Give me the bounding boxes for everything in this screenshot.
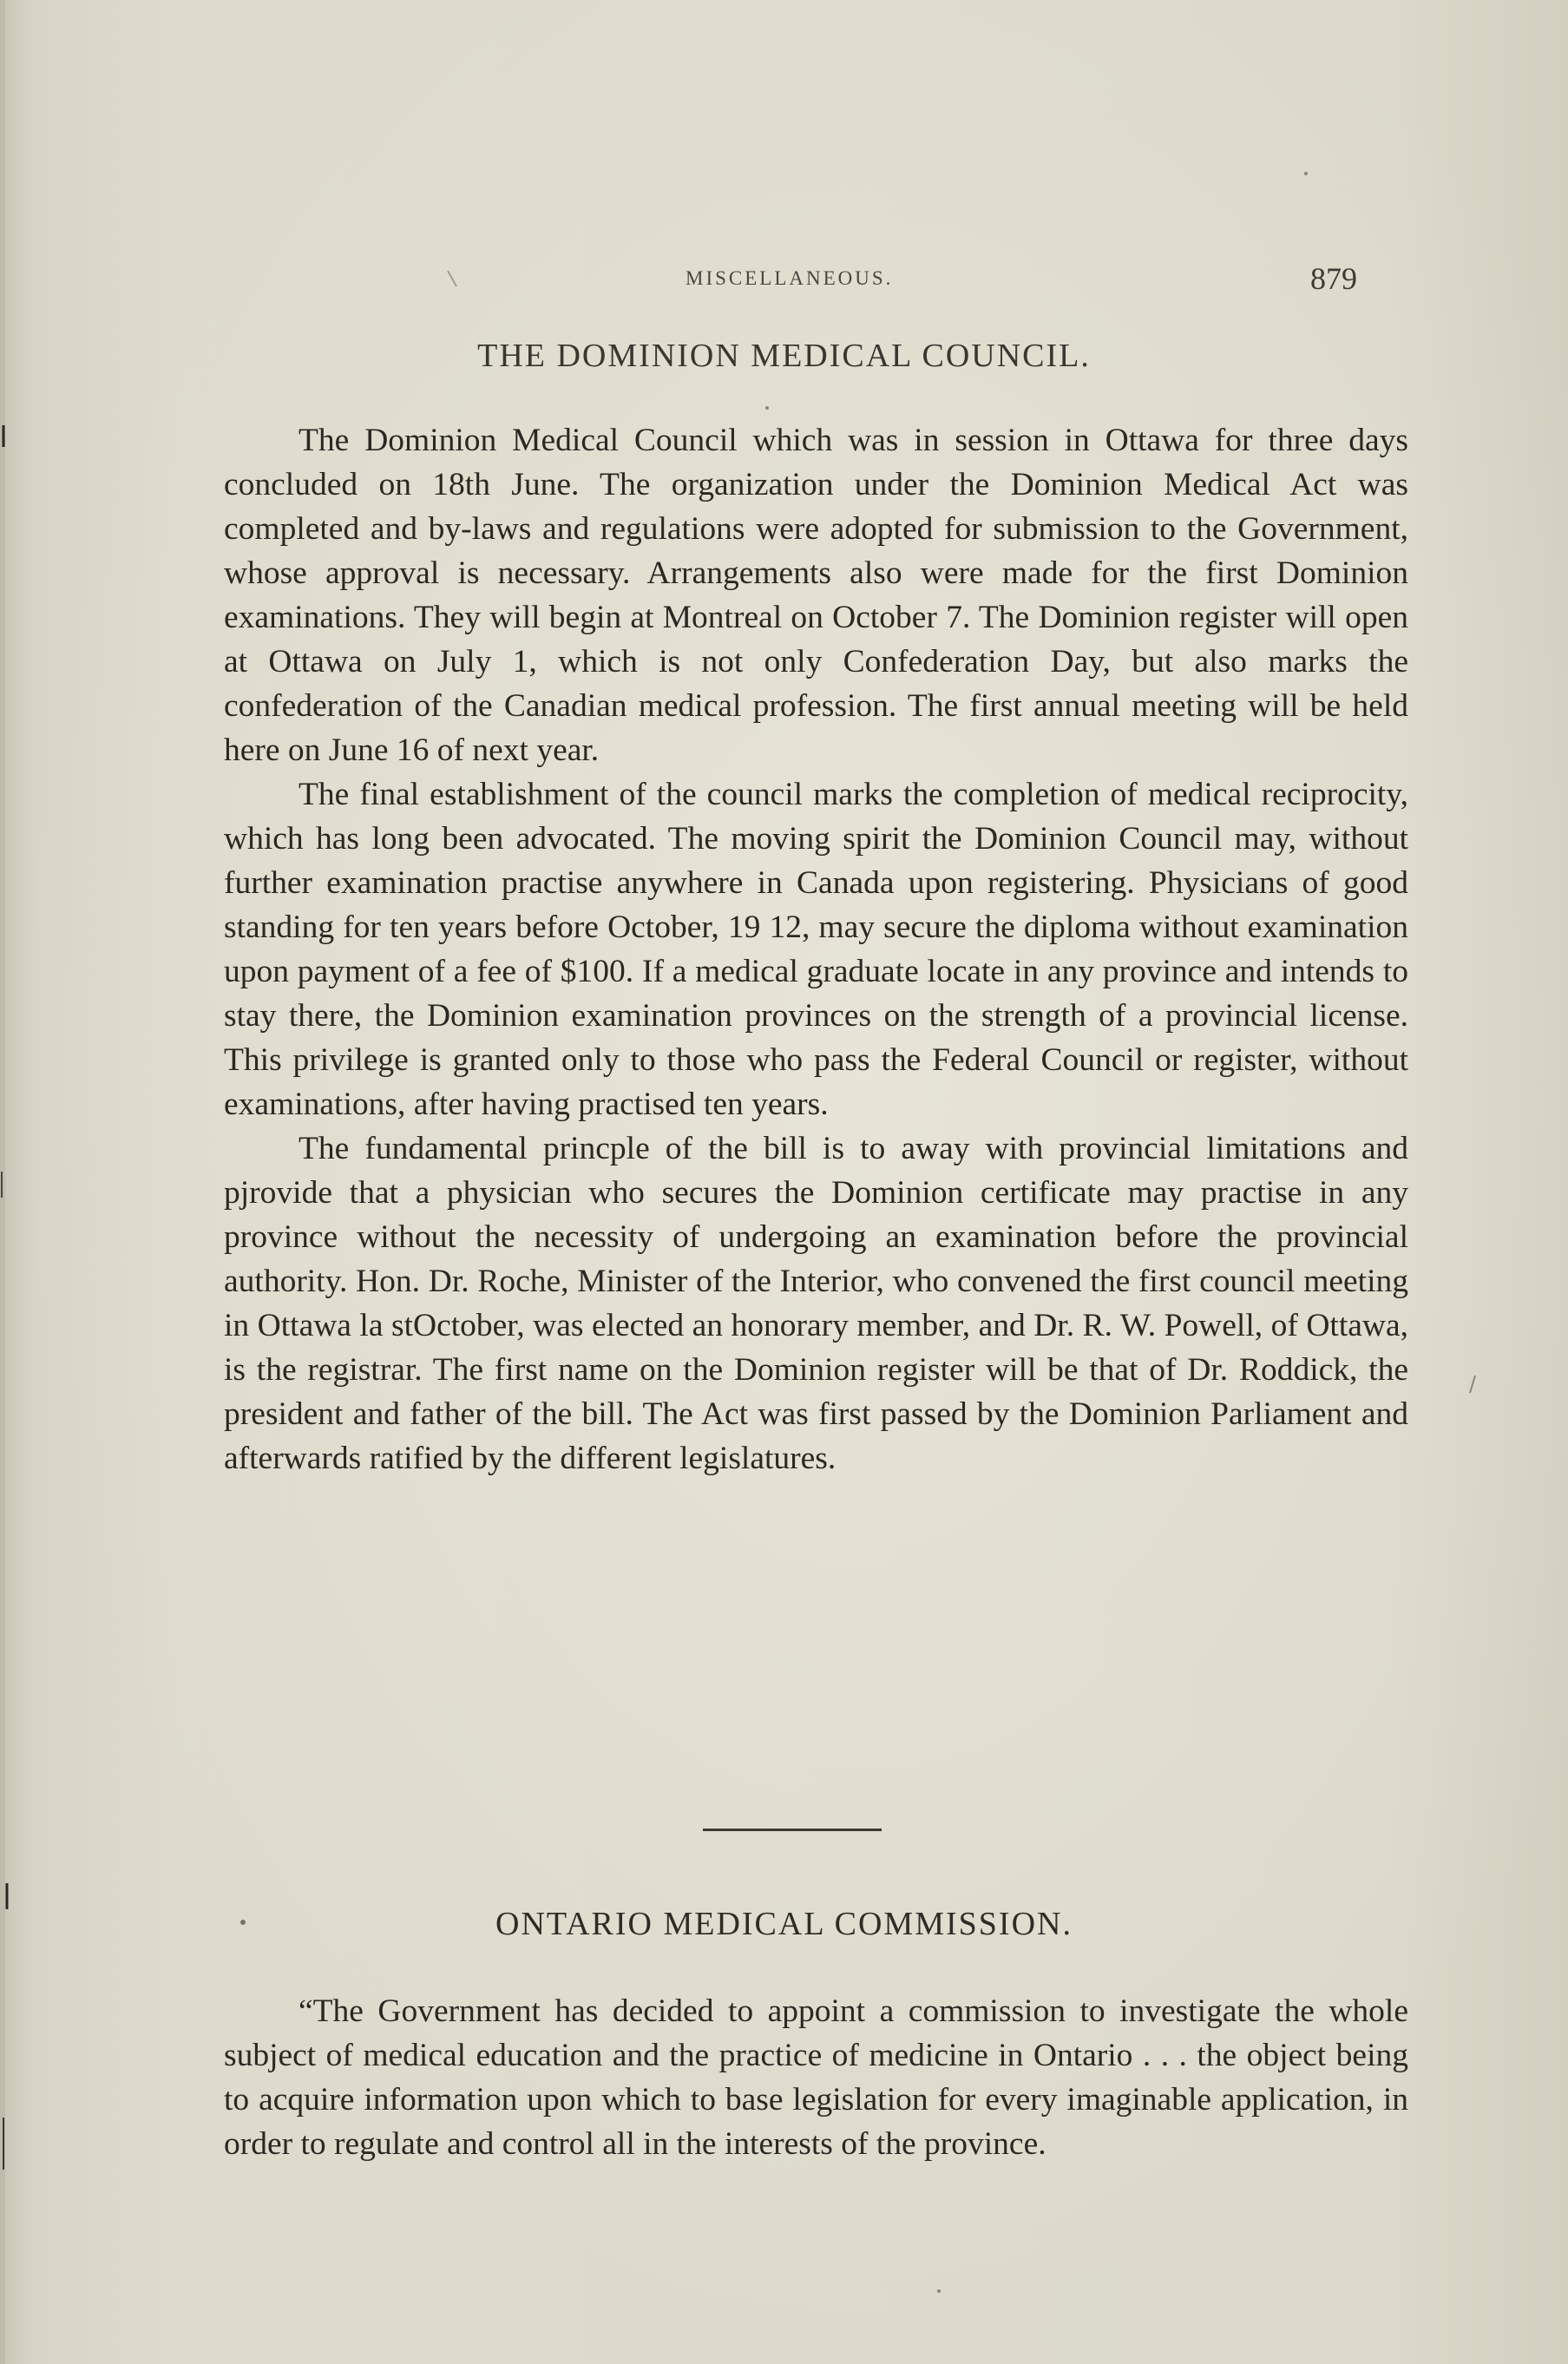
page-number: 879 [1310,261,1357,296]
heading-dominion-medical-council: THE DOMINION MEDICAL COUNCIL. [477,338,1091,374]
paragraph: The Dominion Medical Council which was in session in Ottawa for three days concluded on 18th June. The organization under the Dominion Medical Act was completed and by-laws and regulations were adopted for submission to the Government, whose approval is necessary. Arrangements also were made for the first Dominion examinations. They will begin at Montreal on October 7. The Dominion register will open at Ottawa on July 1, which is not only Confederation Day, but also marks the confederation of the Canadian medical profession. The first annual meeting will be held here on June 16 of next year. [224,423,1408,768]
heading-ontario-medical-commission: ONTARIO MEDICAL COMMISSION. [495,1906,1073,1942]
paragraph: The final establishment of the council marks the completion of medical reciprocity, which has long been advocated. The moving spirit the Dominion Council may, without further examination practise anywhere in Canada upon registering. Physicians of good standing for ten years before October, 19 12, may secure the diploma without examination upon payment of a fee of $100. If a medical graduate locate in any province and intends to stay there, the Dominion examination provinces on the strength of a provincial license. This privilege is granted only to those who pass the Federal Council or register, without examinations, after having practised ten years. [224,777,1408,1122]
article-ontario-medical-commission [224,1989,1408,2166]
article-dominion-medical-council [224,418,1408,1481]
running-head [0,260,1568,295]
paragraph: The fundamental princple of the bill is to away with provincial limitations and pjrovide that a physician who secures the Dominion certificate may practise in any province without the necessity of undergoing an examination before the provincial authority. Hon. Dr. Roche, Minister of the Interior, who convened the first council meeting in Ottawa la stOctober, was elected an honorary member, and Dr. R. W. Powell, of Ottawa, is the registrar. The first name on the Dominion register will be that of Dr. Roddick, the president and father of the bill. The Act was first passed by the Dominion Parliament and afterwards ratified by the different legislatures. [224,1131,1408,1476]
running-title: MISCELLANEOUS. [686,267,894,289]
section-divider [703,1829,882,1831]
paragraph: “The Government has decided to appoint a commission to investigate the whole subject of medical education and the practice of medicine in Ontario . . . the object being to acquire information upon which to base legislation for every imaginable application, in order to regulate and control all in the interests of the province. [224,1993,1408,2162]
